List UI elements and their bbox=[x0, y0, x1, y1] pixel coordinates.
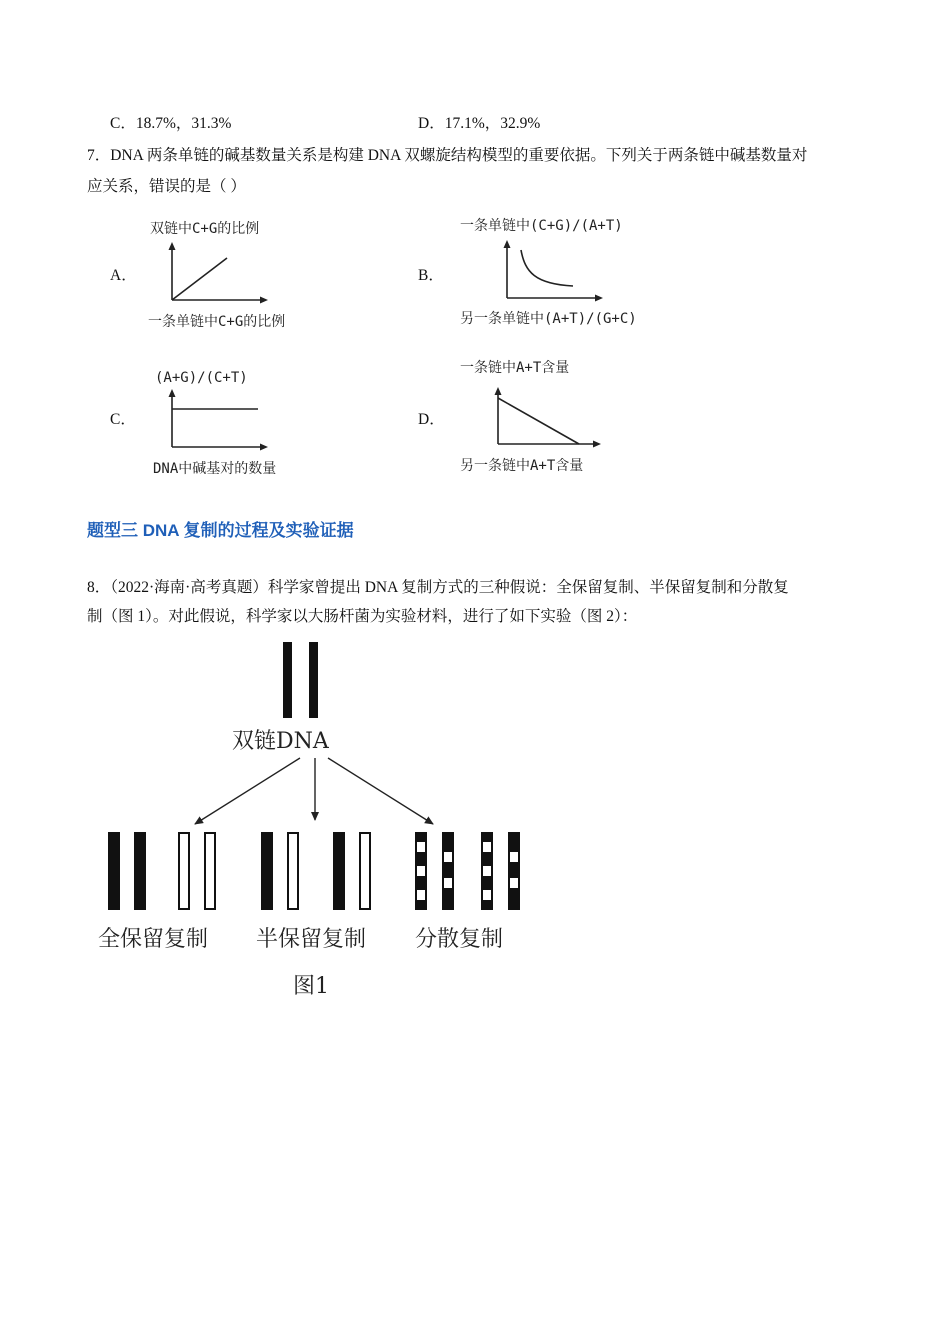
q7-a-ylabel: 双链中C+G的比例 bbox=[150, 221, 260, 237]
dispersive-model bbox=[415, 832, 520, 910]
q7-option-c-letter[interactable]: C． bbox=[110, 411, 136, 428]
q7-option-c-graph[interactable] bbox=[145, 362, 325, 482]
q7-option-b-letter[interactable]: B． bbox=[418, 267, 444, 284]
q7-option-d-graph[interactable] bbox=[455, 352, 655, 482]
q7-c-ylabel: (A+G)/(C+T) bbox=[155, 370, 248, 386]
q7-a-line bbox=[172, 258, 227, 300]
q7-b-curve bbox=[521, 250, 573, 286]
replication-arrows bbox=[195, 758, 433, 824]
figure-1 bbox=[90, 630, 540, 1010]
label-conservative: 全保留复制 bbox=[98, 927, 209, 952]
q7-d-ylabel: 一条链中A+T含量 bbox=[460, 360, 570, 376]
section-heading: 题型三 DNA 复制的过程及实验证据 bbox=[87, 521, 354, 540]
figure-1-caption: 图1 bbox=[293, 974, 329, 999]
option-c-prev: C．18.7%，31.3% bbox=[110, 115, 232, 132]
parent-dna-label: 双链DNA bbox=[232, 729, 329, 754]
q7-option-a-letter[interactable]: A． bbox=[110, 267, 137, 284]
label-semiconservative: 半保留复制 bbox=[256, 927, 367, 952]
q8-stem-line2: 制（图 1）。对此假说，科学家以大肠杆菌为实验材料，进行了如下实验（图 2）： bbox=[87, 608, 638, 625]
conservative-model bbox=[108, 832, 215, 910]
q7-stem-line2: 应关系，错误的是（ ） bbox=[87, 178, 246, 195]
semiconservative-model bbox=[261, 832, 370, 910]
q7-a-xlabel: 一条单链中C+G的比例 bbox=[148, 314, 286, 330]
q7-b-xlabel: 另一条单链中(A+T)/(G+C) bbox=[460, 311, 637, 327]
q7-b-ylabel: 一条单链中(C+G)/(A+T) bbox=[460, 218, 623, 234]
q7-d-xlabel: 另一条链中A+T含量 bbox=[460, 458, 584, 474]
q8-stem-line1: 8．（2022·海南·高考真题）科学家曾提出 DNA 复制方式的三种假说：全保留复制、半保留复制和分散复 bbox=[87, 579, 789, 596]
q7-d-line bbox=[498, 398, 579, 444]
q7-c-xlabel: DNA中碱基对的数量 bbox=[153, 461, 277, 477]
q7-stem-line1: 7．DNA 两条单链的碱基数量关系是构建 DNA 双螺旋结构模型的重要依据。下列关于两条链中碱基数量对 bbox=[87, 147, 808, 164]
q7-option-a-graph[interactable] bbox=[140, 215, 310, 335]
parent-dna-strands bbox=[283, 642, 318, 718]
q7-option-b-graph[interactable] bbox=[455, 210, 675, 335]
option-d-prev: D．17.1%，32.9% bbox=[418, 115, 541, 132]
label-dispersive: 分散复制 bbox=[415, 927, 504, 952]
q7-option-d-letter[interactable]: D． bbox=[418, 411, 445, 428]
